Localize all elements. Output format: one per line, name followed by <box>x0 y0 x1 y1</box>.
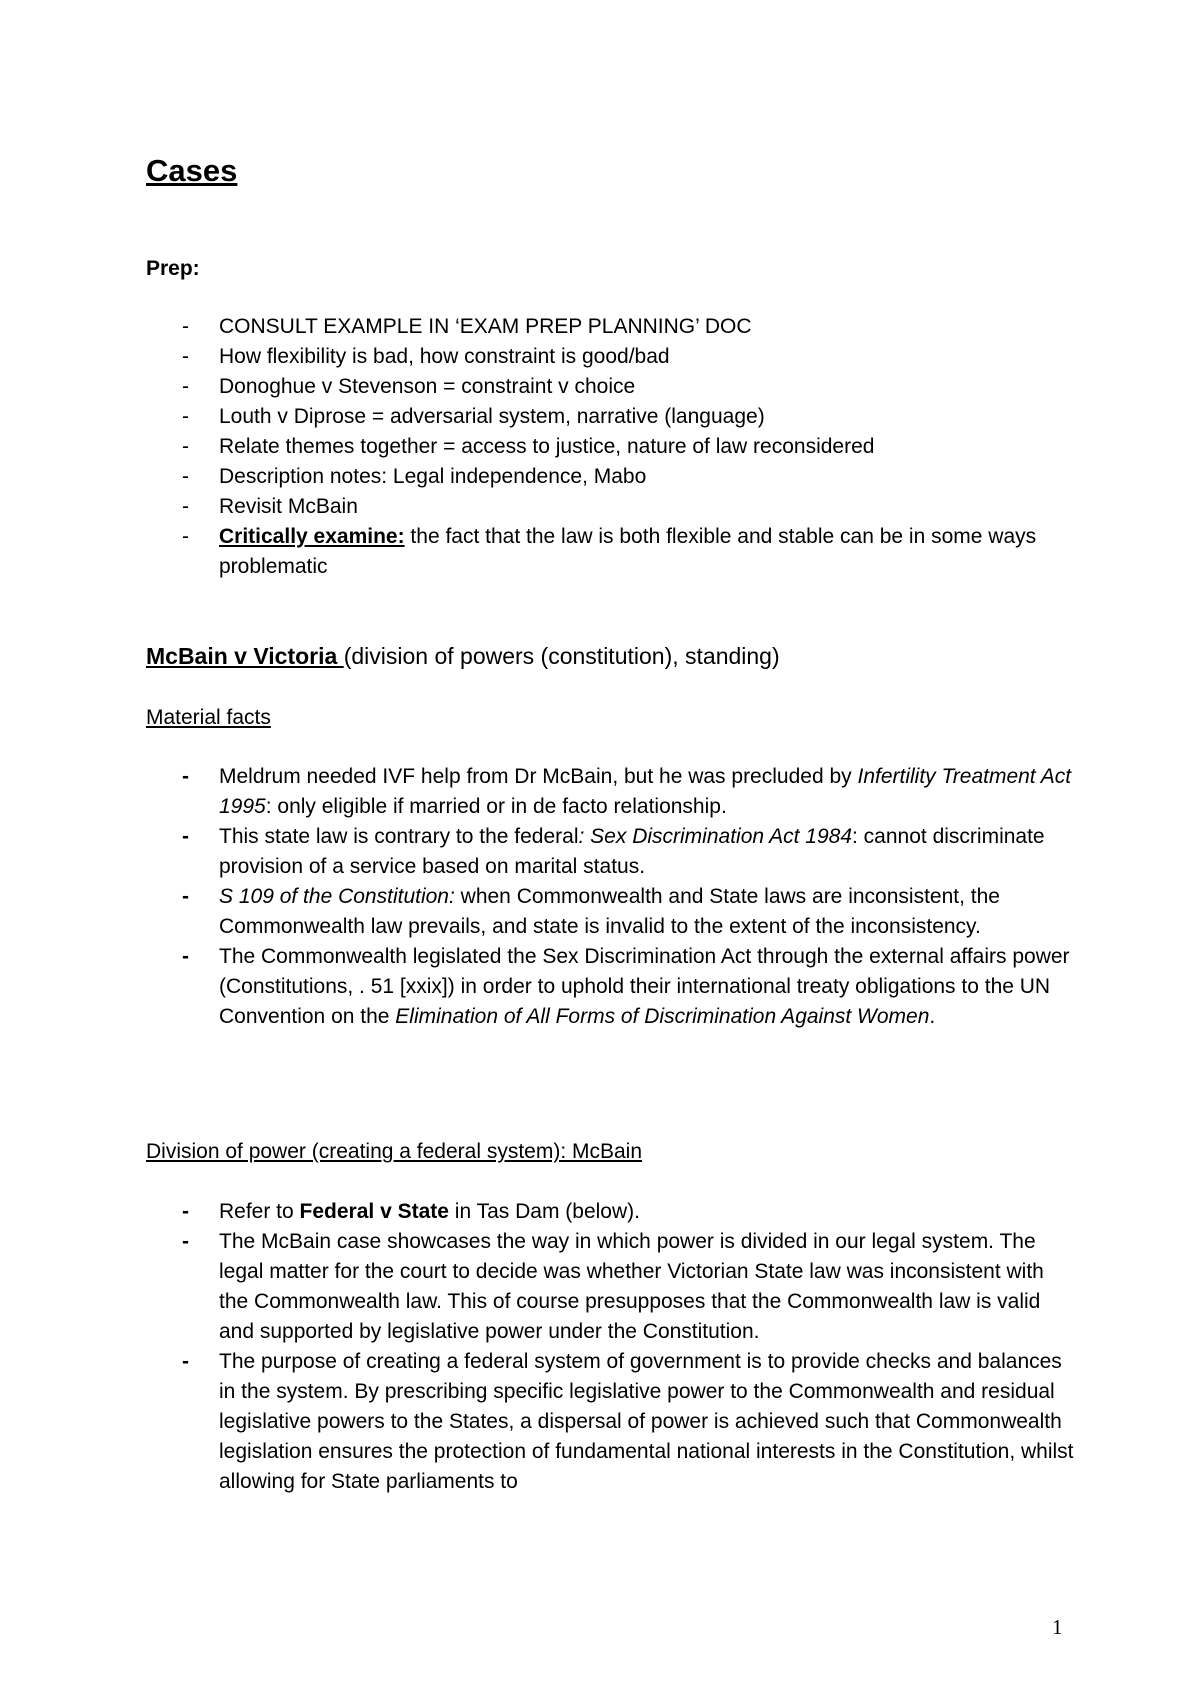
italic-text: Elimination of All Forms of Discrimination Against Women <box>395 1005 930 1028</box>
emphasis-lead: Critically examine: <box>219 525 405 548</box>
list-item: - Description notes: Legal independence, Mabo <box>146 462 1076 492</box>
list-item <box>146 822 1076 882</box>
list-dash: - <box>182 375 189 398</box>
page-number: 1 <box>1052 1615 1063 1639</box>
list-dash: - <box>182 345 189 368</box>
list-item: - Relate themes together = access to justice, nature of law reconsidered <box>146 432 1076 462</box>
text-run: The purpose of creating a federal system of government is to provide checks and balances in the system. By prescribing specific legislative power to the Commonwealth and residual legislative powers to the States, a dispersal of power is achieved such that Commonwealth legislation ensures the protection of fundamental national interests in the Constitution, whilst allowing for State parliaments to <box>219 1350 1074 1493</box>
text-run: The McBain case showcases the way in which power is divided in our legal system. The legal matter for the court to decide was whether Victorian State law was inconsistent with the Commonwealth law. This of course presupposes that the Commonwealth law is valid and supported by legislative power under the Constitution. <box>219 1230 1044 1343</box>
text-run: in Tas Dam (below). <box>448 1200 640 1223</box>
case-subtitle: (division of powers (constitution), standing) <box>343 643 780 669</box>
list-item <box>146 1227 1076 1347</box>
list-dash: - <box>182 465 189 488</box>
text-run: : cannot discriminate provision of a service based on marital status. <box>219 825 1045 878</box>
list-dash: - <box>182 1230 189 1253</box>
division-list <box>146 1197 1076 1497</box>
prep-list <box>146 312 1076 582</box>
italic-text: S 109 of the Constitution: <box>219 885 455 908</box>
text-run: Meldrum needed IVF help from Dr McBain, but he was precluded by <box>219 765 858 788</box>
list-item: - Critically examine: the fact that the law is both flexible and stable can be in some ways problematic <box>146 522 1076 582</box>
list-item: - Louth v Diprose = adversarial system, narrative (language) <box>146 402 1076 432</box>
list-item <box>146 882 1076 942</box>
list-dash: - <box>182 825 189 848</box>
list-dash: - <box>182 405 189 428</box>
list-item: - CONSULT EXAMPLE IN ‘EXAM PREP PLANNING’ DOC <box>146 312 1076 342</box>
case-name: McBain v Victoria <box>146 643 344 669</box>
text-run: This state law is contrary to the federal <box>219 825 579 848</box>
list-dash: - <box>182 495 189 518</box>
list-dash: - <box>182 435 189 458</box>
list-dash: - <box>182 525 189 548</box>
material-facts-heading: Material facts <box>146 706 271 729</box>
list-dash: - <box>182 1200 189 1223</box>
list-dash: - <box>182 945 189 968</box>
text-run: : only eligible if married or in de facto relationship. <box>265 795 727 818</box>
bold-text: Federal v State <box>299 1200 449 1223</box>
prep-label: Prep: <box>146 257 200 280</box>
text-run: when Commonwealth and State laws are inconsistent, the Commonwealth law prevails, and state is invalid to the extent of the inconsistency. <box>219 885 1000 938</box>
text-run: The Commonwealth legislated the Sex Discrimination Act through the external affairs power (Constitutions, . 51 [xxix]) in order to uphold their international treaty obligations to the UN Convention on the <box>219 945 1070 1028</box>
list-dash: - <box>182 315 189 338</box>
page-content <box>146 150 1076 1493</box>
text-run: Refer to <box>219 1200 300 1223</box>
list-item <box>146 1197 1076 1227</box>
list-dash: - <box>182 765 189 788</box>
division-heading: Division of power (creating a federal system): McBain <box>146 1140 643 1163</box>
list-item <box>146 942 1076 1032</box>
material-facts-list <box>146 762 1076 1032</box>
list-item <box>146 762 1076 822</box>
list-item <box>146 1347 1076 1497</box>
italic-text: Infertility Treatment Act 1995 <box>219 765 1072 818</box>
text-run: . <box>929 1005 936 1028</box>
italic-text: : Sex Discrimination Act 1984 <box>578 825 853 848</box>
page-title: Cases <box>146 153 238 188</box>
case-heading <box>146 640 780 672</box>
list-dash: - <box>182 1350 189 1373</box>
list-item: - Revisit McBain <box>146 492 1076 522</box>
list-dash: - <box>182 885 189 908</box>
list-item: - Donoghue v Stevenson = constraint v choice <box>146 372 1076 402</box>
list-item: - How flexibility is bad, how constraint is good/bad <box>146 342 1076 372</box>
